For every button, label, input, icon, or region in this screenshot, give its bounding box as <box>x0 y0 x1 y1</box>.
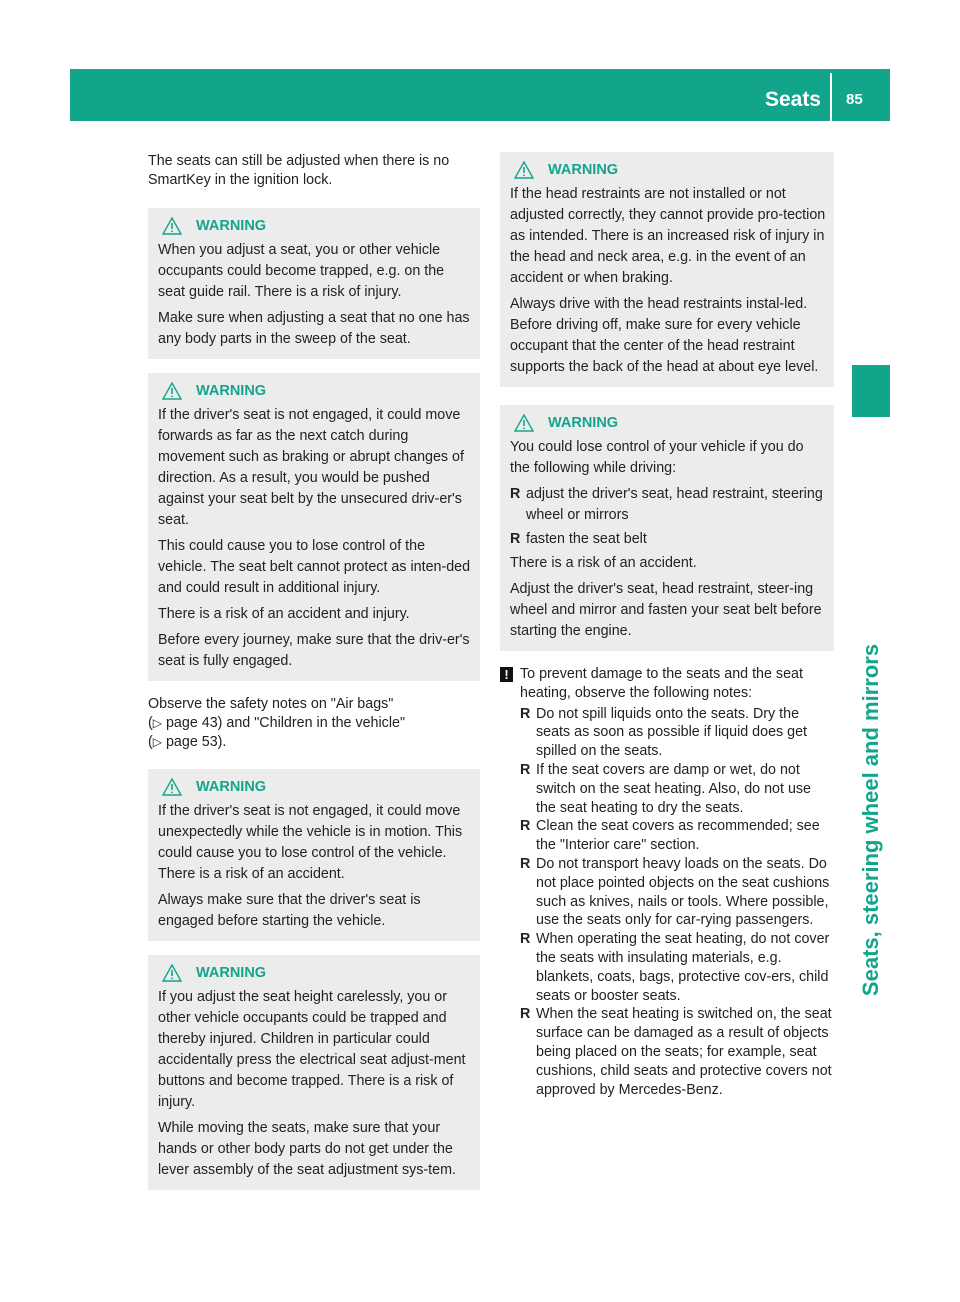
page-ref-arrow-icon: ▷ <box>152 735 162 749</box>
warning-text: There is a risk of an accident. <box>510 555 697 571</box>
list-item: R If the seat covers are damp or wet, do not switch on the seat heating. Also, do not use the seat heating to dry the seats. <box>520 761 811 816</box>
bullet-icon: R <box>520 761 531 778</box>
warning-text: Before every journey, make sure that the driv-er's seat is fully engaged. <box>158 632 470 669</box>
warning-text: This could cause you to lose control of the vehicle. The seat belt cannot protect as inten-ded and could result in additional injury. <box>158 538 471 596</box>
list-item: R When the seat heating is switched on, the seat surface can be damaged as a result of objects being placed on the seats; for example, seat cushions, child seats and protective covers not approved by Mercedes-Benz. <box>520 1006 832 1098</box>
warning-heading <box>158 962 472 984</box>
list-item: R adjust the driver's seat, head restraint, steering wheel or mirrors <box>510 486 823 523</box>
observe-line: (▷ page 43) and "Children in the vehicle" <box>148 715 406 731</box>
notice-bullet-list <box>520 705 834 1100</box>
warning-triangle-icon <box>162 382 182 400</box>
warning-text: Always drive with the head restraints instal-led. Before driving off, make sure for every vehicle occupant that the center of the head restraint supports the back of the head at about eye level. <box>510 296 819 375</box>
warning-box <box>148 955 480 1190</box>
page-ref-link[interactable]: page 43) and "Children in the vehicle" <box>165 715 406 731</box>
warning-box <box>500 405 834 651</box>
warning-text: If the head restraints are not installed or not adjusted correctly, they cannot provide pro-tection as intended. There is an increased risk of injury in the head and neck area, e.g. in the event of an accident or when braking. <box>510 186 826 286</box>
warning-title: WARNING <box>196 778 267 795</box>
page-ref-link[interactable]: page 53). <box>165 734 227 750</box>
observe-line: Observe the safety notes on "Air bags" <box>148 696 394 712</box>
chapter-tab <box>852 365 890 417</box>
warning-title: WARNING <box>196 217 267 234</box>
warning-title: WARNING <box>196 382 267 399</box>
warning-title: WARNING <box>548 414 619 431</box>
warning-triangle-icon <box>162 217 182 235</box>
warning-text: Adjust the driver's seat, head restraint, steer-ing wheel and mirror and fasten your seat belt before starting the engine. <box>510 581 822 639</box>
intro-text: The seats can still be adjusted when there is no SmartKey in the ignition lock. <box>148 153 450 188</box>
bullet-icon: R <box>510 486 521 502</box>
warning-triangle-icon <box>162 964 182 982</box>
warning-box <box>148 373 480 681</box>
warning-text: When you adjust a seat, you or other vehicle occupants could become trapped, e.g. on the seat guide rail. There is a risk of injury. <box>158 242 445 300</box>
bullet-icon: R <box>520 818 531 835</box>
warning-box <box>500 152 834 387</box>
warning-text: Make sure when adjusting a seat that no one has any body parts in the sweep of the seat. <box>158 310 470 347</box>
warning-title: WARNING <box>196 964 267 981</box>
warning-triangle-icon <box>514 161 534 179</box>
list-item: R fasten the seat belt <box>510 529 826 550</box>
list-item: R When operating the seat heating, do not cover the seats with insulating materials, e.g. blankets, coats, bags, protective cov-ers, child seats or booster seats. <box>520 931 830 1004</box>
warning-triangle-icon <box>162 778 182 796</box>
warning-heading <box>510 412 826 434</box>
damage-notice <box>500 665 834 1099</box>
bullet-icon: R <box>520 705 531 722</box>
page-ref-arrow-icon: ▷ <box>152 716 162 730</box>
list-item: R Do not transport heavy loads on the seats. Do not place pointed objects on the seat cushions such as knives, nails or tools. Where possible, use the seats only for car-rying passengers. <box>520 855 830 929</box>
warning-heading <box>158 215 472 237</box>
right-column <box>500 152 834 1099</box>
warning-text: If you adjust the seat height carelessly, you or other vehicle occupants could be trapped and thereby injured. Children in particular could accidentally press the electrical seat adjust-ment buttons and become trapped. There is a risk of injury. <box>158 989 466 1110</box>
warning-text: If the driver's seat is not engaged, it could move unexpectedly while the vehicle is in motion. This could cause you to lose control of the vehicle. There is a risk of an accident. <box>158 803 463 882</box>
notice-text: To prevent damage to the seats and the seat heating, observe the following notes: <box>520 666 803 701</box>
warning-heading <box>158 380 472 402</box>
cross-reference-text <box>148 695 480 752</box>
warning-heading <box>510 159 826 181</box>
warning-text: If the driver's seat is not engaged, it could move forwards as far as the next catch during movement such as braking or abrupt changes of direction. As a result, you would be pushed against your seat belt by the unsecured driv-er's seat. <box>158 407 464 528</box>
warning-text: You could lose control of your vehicle if you do the following while driving: <box>510 439 804 476</box>
list-item: R Do not spill liquids onto the seats. Dry the seats as soon as possible if liquid does get spilled on the seats. <box>520 705 808 760</box>
warning-heading <box>158 776 472 798</box>
page-number: 85 <box>846 91 863 108</box>
warning-text: Always make sure that the driver's seat is engaged before starting the vehicle. <box>158 892 421 929</box>
warning-triangle-icon <box>514 414 534 432</box>
warning-text: There is a risk of an accident and injury. <box>158 606 410 622</box>
warning-box <box>148 208 480 359</box>
section-title: Seats <box>764 88 821 111</box>
list-item: R Clean the seat covers as recommended; see the "Interior care" section. <box>520 818 820 854</box>
warning-box <box>148 769 480 941</box>
chapter-label: Seats, steering wheel and mirrors <box>858 643 883 997</box>
warning-title: WARNING <box>548 161 619 178</box>
observe-line: (▷ page 53). <box>148 734 227 750</box>
warning-bullet-list <box>510 484 826 550</box>
bullet-icon: R <box>510 531 521 547</box>
bullet-icon: R <box>520 931 531 948</box>
bullet-icon: R <box>520 855 531 872</box>
exclamation-icon: ! <box>500 667 513 682</box>
bullet-icon: R <box>520 1006 531 1023</box>
left-column <box>148 152 480 1204</box>
header-divider <box>830 73 832 121</box>
warning-text: While moving the seats, make sure that your hands or other body parts do not get under the lever assembly of the seat adjustment sys-tem. <box>158 1120 456 1178</box>
